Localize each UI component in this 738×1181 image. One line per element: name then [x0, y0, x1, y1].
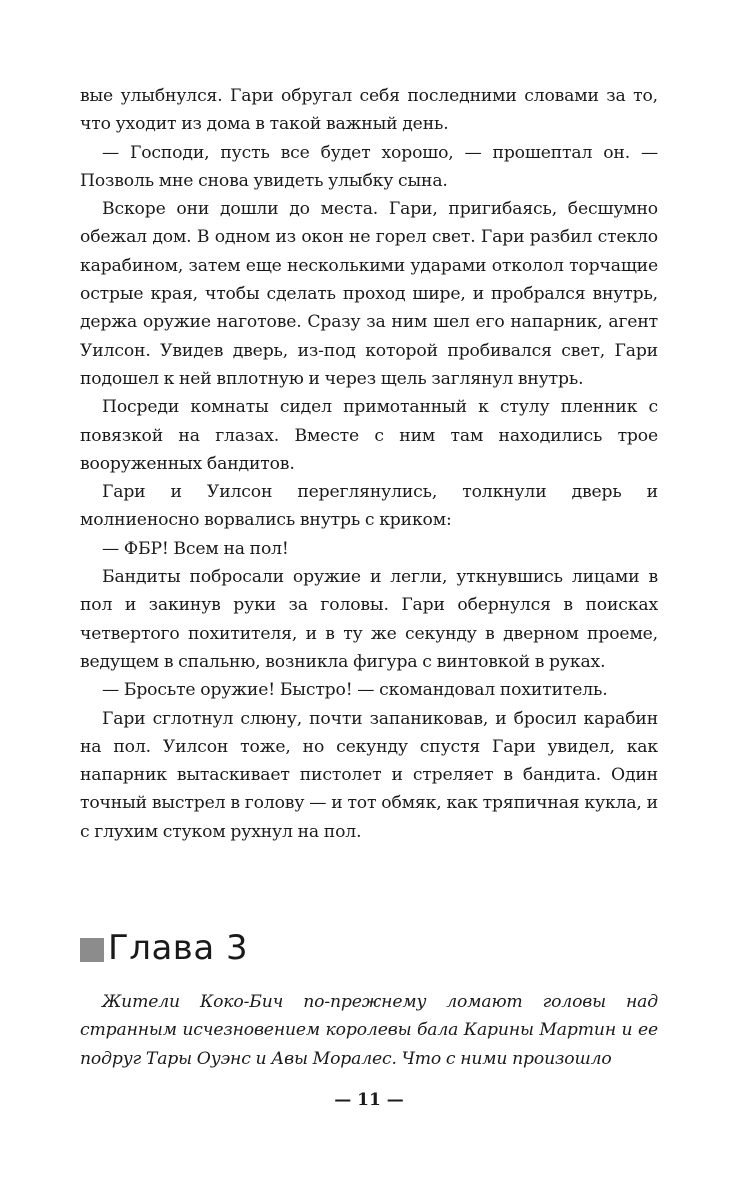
- page-number: — 11 —: [334, 1090, 404, 1110]
- main-text: [80, 82, 658, 846]
- synopsis-text: Жители Коко-Бич по-прежнему ломают головы над странным исчезновением королевы бала Карины Мартин и ее подруг Тары Оуэнс и Авы Моралес. Что с ними произошло: [80, 992, 658, 1069]
- paragraph-8: — Бросьте оружие! Быстро! — скомандовал похититель.: [102, 680, 608, 701]
- chapter-synopsis: [80, 988, 658, 1073]
- chapter-heading: [80, 928, 658, 968]
- paragraph-4: Посреди комнаты сидел примотанный к стулу пленник с повязкой на глазах. Вместе с ним там находились трое вооруженных бандитов.: [80, 397, 658, 474]
- paragraph-9: Гари сглотнул слюну, почти запаниковав, и бросил карабин на пол. Уилсон тоже, но секунду спустя Гари увидел, как напарник вытаскивает пистолет и стреляет в бандита. Один точный выстрел в голову — и тот обмяк, как тряпичная кукла, и с глухим стуком рухнул на пол.: [80, 708, 658, 842]
- paragraph-1: вые улыбнулся. Гари обругал себя последними словами за то, что уходит из дома в такой важный день.: [80, 86, 658, 135]
- chapter-title: Глава 3: [108, 928, 249, 968]
- paragraph-3: Вскоре они дошли до места. Гари, пригибаясь, бесшумно обежал дом. В одном из окон не горел свет. Гари разбил стекло карабином, затем еще несколькими ударами отколол торчащие острые края, чтобы сделать проход шире, и пробрался внутрь, держа оружие наготове. Сразу за ним шел его напарник, агент Уилсон. Увидев дверь, из-под которой пробивался свет, Гари подошел к ней вплотную и через щель заглянул внутрь.: [80, 199, 658, 389]
- paragraph-2: — Господи, пусть все будет хорошо, — прошептал он. — Позволь мне снова увидеть улыбку сына.: [80, 142, 658, 191]
- paragraph-7: Бандиты побросали оружие и легли, уткнувшись лицами в пол и закинув руки за головы. Гари обернулся в поисках четвертого похитителя, и в ту же секунду в дверном проеме, ведущем в спальню, возникла фигура с винтовкой в руках.: [80, 567, 658, 672]
- chapter-square-icon: [80, 938, 104, 962]
- paragraph-5: Гари и Уилсон переглянулись, толкнули дверь и молниеносно ворвались внутрь с криком:: [80, 482, 658, 531]
- paragraph-6: — ФБР! Всем на пол!: [102, 538, 289, 559]
